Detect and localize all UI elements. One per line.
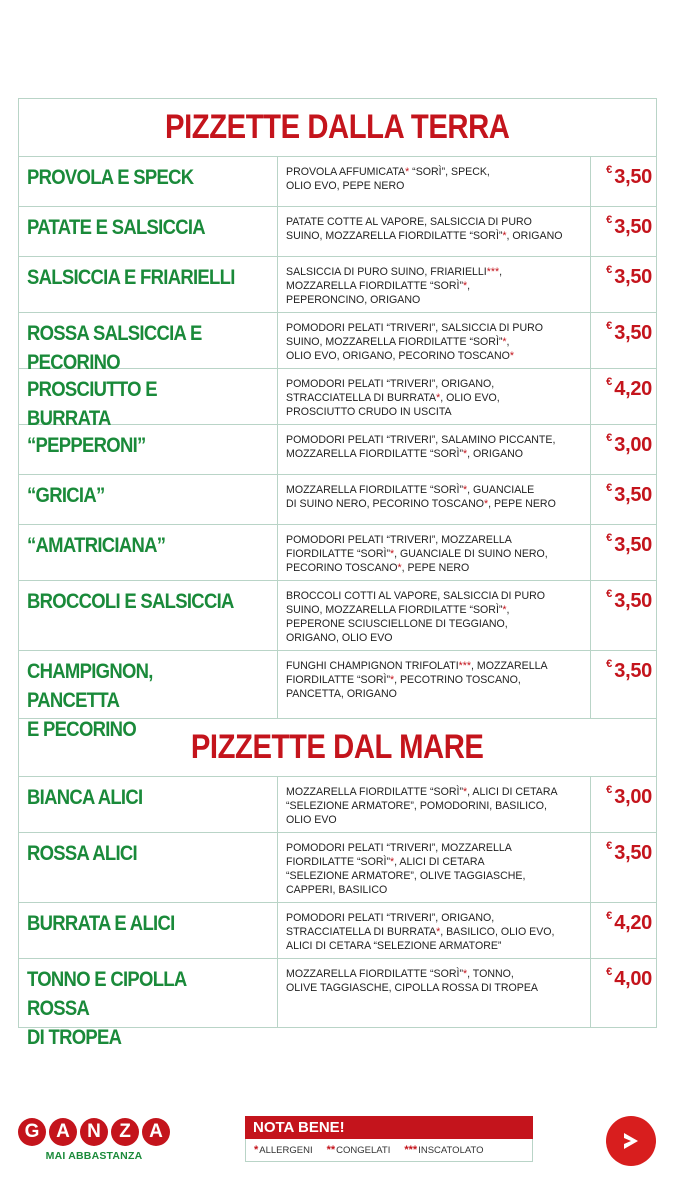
item-name: BIANCA ALICI	[27, 786, 143, 809]
item-name-cell	[19, 903, 278, 958]
logo-tagline: MAI ABBASTANZA	[45, 1150, 143, 1162]
item-name-cell	[19, 313, 278, 374]
item-name: PROSCIUTTO E BURRATA	[27, 378, 157, 430]
currency-symbol: €	[606, 966, 613, 978]
item-price-cell	[591, 369, 656, 424]
item-price-cell	[591, 525, 656, 580]
nota-bene-title: NOTA BENE!	[245, 1116, 533, 1139]
currency-symbol: €	[606, 588, 613, 600]
menu-item-row	[19, 833, 656, 903]
section-title: PIZZETTE DAL MARE	[191, 728, 484, 766]
menu-item-row	[19, 581, 656, 651]
section-title: PIZZETTE DALLA TERRA	[165, 108, 510, 146]
logo-letter: A	[142, 1118, 170, 1146]
currency-symbol: €	[606, 432, 613, 444]
item-price: 3,50	[614, 590, 652, 612]
item-name: CHAMPIGNON, PANCETTA E PECORINO	[27, 660, 153, 741]
item-price-cell	[591, 651, 656, 718]
currency-symbol: €	[606, 840, 613, 852]
item-price-cell	[591, 475, 656, 524]
item-price: 3,50	[614, 842, 652, 864]
menu-item-row	[19, 525, 656, 581]
item-price-cell	[591, 581, 656, 650]
item-price-cell	[591, 959, 656, 1027]
menu-table	[18, 98, 657, 1049]
item-price: 3,50	[614, 322, 652, 344]
currency-symbol: €	[606, 784, 613, 796]
item-description: POMODORI PELATI “TRIVERI”, SALSICCIA DI PURO SUINO, MOZZARELLA FIORDILATTE “SORÌ”*, OLIO EVO, ORIGANO, PECORINO TOSCANO*	[278, 313, 591, 368]
item-description: POMODORI PELATI “TRIVERI”, MOZZARELLA FIORDILATTE “SORÌ”*, GUANCIALE DI SUINO NERO, PECORINO TOSCANO*, PEPE NERO	[278, 525, 591, 580]
logo-letter: Z	[111, 1118, 139, 1146]
logo-letter: G	[18, 1118, 46, 1146]
currency-symbol: €	[606, 910, 613, 922]
item-name: SALSICCIA E FRIARIELLI	[27, 266, 235, 289]
currency-symbol: €	[606, 264, 613, 276]
item-description: MOZZARELLA FIORDILATTE “SORÌ”*, ALICI DI CETARA “SELEZIONE ARMATORE”, POMODORINI, BASILICO, OLIO EVO	[278, 777, 591, 832]
currency-symbol: €	[606, 658, 613, 670]
item-description: POMODORI PELATI “TRIVERI”, ORIGANO, STRACCIATELLA DI BURRATA*, OLIO EVO, PROSCIUTTO CRUDO IN USCITA	[278, 369, 591, 424]
item-name: TONNO E CIPOLLA ROSSA DI TROPEA	[27, 968, 186, 1049]
item-description: POMODORI PELATI “TRIVERI”, SALAMINO PICCANTE, MOZZARELLA FIORDILATTE “SORÌ”*, ORIGANO	[278, 425, 591, 474]
item-description: FUNGHI CHAMPIGNON TRIFOLATI***, MOZZARELLA FIORDILATTE “SORÌ”*, PECOTRINO TOSCANO, PANCETTA, ORIGANO	[278, 651, 591, 718]
menu-item-row	[19, 475, 656, 525]
item-name: “GRICIA”	[27, 484, 105, 507]
item-description: PATATE COTTE AL VAPORE, SALSICCIA DI PURO SUINO, MOZZARELLA FIORDILATTE “SORÌ”*, ORIGANO	[278, 207, 591, 256]
item-name: BROCCOLI E SALSICCIA	[27, 590, 234, 613]
item-description: SALSICCIA DI PURO SUINO, FRIARIELLI***, MOZZARELLA FIORDILATTE “SORÌ”*, PEPERONCINO, ORIGANO	[278, 257, 591, 312]
item-name: ROSSA ALICI	[27, 842, 137, 865]
item-price: 3,50	[614, 266, 652, 288]
legend-item-allergeni: *ALLERGENI	[254, 1144, 313, 1156]
item-name-cell	[19, 581, 278, 650]
currency-symbol: €	[606, 482, 613, 494]
menu-item-row	[19, 959, 656, 1049]
item-name: PROVOLA E SPECK	[27, 166, 194, 189]
item-name-cell	[19, 525, 278, 580]
item-name: PATATE E SALSICCIA	[27, 216, 205, 239]
item-name-cell	[19, 157, 278, 206]
menu-item-row	[19, 651, 656, 741]
item-name-cell	[19, 369, 278, 430]
item-price: 4,20	[614, 378, 652, 400]
currency-symbol: €	[606, 214, 613, 226]
item-name-cell	[19, 777, 278, 832]
item-name-cell	[19, 959, 278, 1049]
item-price: 4,00	[614, 968, 652, 990]
nota-bene-legend	[245, 1139, 533, 1162]
menu-item-row	[19, 207, 656, 257]
item-price-cell	[591, 833, 656, 902]
item-price-cell	[591, 157, 656, 206]
menu-item-row	[19, 777, 656, 833]
legend-item-congelati: **CONGELATI	[326, 1144, 391, 1156]
item-price: 4,20	[614, 912, 652, 934]
chevron-right-icon	[619, 1129, 643, 1153]
item-description: BROCCOLI COTTI AL VAPORE, SALSICCIA DI PURO SUINO, MOZZARELLA FIORDILATTE “SORÌ”*, PEPERONE SCIUSCIELLONE DI TEGGIANO, ORIGANO, OLIO EVO	[278, 581, 591, 650]
currency-symbol: €	[606, 164, 613, 176]
item-name-cell	[19, 475, 278, 524]
menu-item-row	[19, 903, 656, 959]
item-price-cell	[591, 425, 656, 474]
ganza-logo	[18, 1118, 170, 1162]
item-name-cell	[19, 257, 278, 312]
item-description: MOZZARELLA FIORDILATTE “SORÌ”*, GUANCIALE DI SUINO NERO, PECORINO TOSCANO*, PEPE NERO	[278, 475, 591, 524]
item-name: “AMATRICIANA”	[27, 534, 166, 557]
item-price-cell	[591, 313, 656, 368]
item-description: POMODORI PELATI “TRIVERI”, MOZZARELLA FIORDILATTE “SORÌ”*, ALICI DI CETARA “SELEZIONE ARMATORE”, OLIVE TAGGIASCHE, CAPPERI, BASILICO	[278, 833, 591, 902]
section-header	[19, 99, 656, 157]
item-name: “PEPPERONI”	[27, 434, 146, 457]
nota-bene-box	[245, 1116, 533, 1162]
item-price: 3,50	[614, 166, 652, 188]
item-price: 3,50	[614, 216, 652, 238]
item-price: 3,00	[614, 786, 652, 808]
currency-symbol: €	[606, 320, 613, 332]
item-price-cell	[591, 903, 656, 958]
item-name: BURRATA E ALICI	[27, 912, 175, 935]
menu-item-row	[19, 257, 656, 313]
item-price: 3,50	[614, 534, 652, 556]
item-price: 3,50	[614, 484, 652, 506]
item-description: PROVOLA AFFUMICATA* “SORÌ”, SPECK, OLIO EVO, PEPE NERO	[278, 157, 591, 206]
item-price-cell	[591, 777, 656, 832]
currency-symbol: €	[606, 376, 613, 388]
item-price-cell	[591, 257, 656, 312]
item-price-cell	[591, 207, 656, 256]
currency-symbol: €	[606, 532, 613, 544]
legend-item-inscatolato: ***INSCATOLATO	[404, 1144, 484, 1156]
item-name: ROSSA SALSICCIA E PECORINO	[27, 322, 202, 374]
item-description: POMODORI PELATI “TRIVERI”, ORIGANO, STRACCIATELLA DI BURRATA*, BASILICO, OLIO EVO, ALICI DI CETARA “SELEZIONE ARMATORE”	[278, 903, 591, 958]
item-name-cell	[19, 833, 278, 902]
menu-item-row	[19, 313, 656, 374]
item-price: 3,50	[614, 660, 652, 682]
item-price: 3,00	[614, 434, 652, 456]
logo-letter: A	[49, 1118, 77, 1146]
item-name-cell	[19, 207, 278, 256]
menu-item-row	[19, 157, 656, 207]
logo-letter: N	[80, 1118, 108, 1146]
item-name-cell	[19, 651, 278, 741]
next-page-button[interactable]	[606, 1116, 656, 1166]
menu-item-row	[19, 369, 656, 430]
item-description: MOZZARELLA FIORDILATTE “SORÌ”*, TONNO, OLIVE TAGGIASCHE, CIPOLLA ROSSA DI TROPEA	[278, 959, 591, 1027]
menu-item-row	[19, 425, 656, 475]
logo-letters	[18, 1118, 170, 1146]
